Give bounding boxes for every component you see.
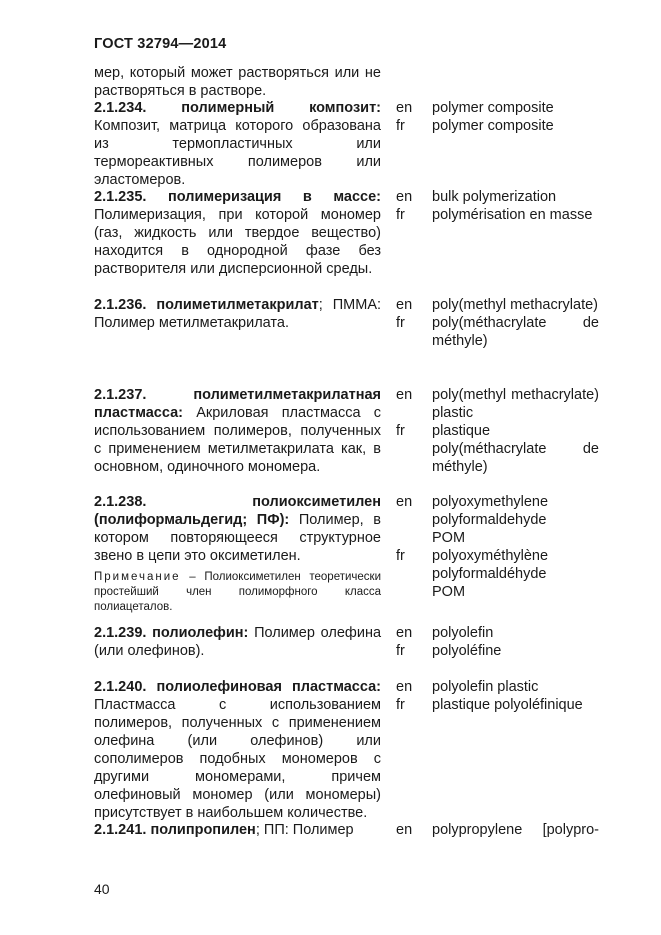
equivalent-term: polypropylene [polypro- [432, 822, 599, 838]
term-note [94, 570, 381, 615]
term-definition: Полимер, в котором повторяющееся структурное звено в цепи это оксиметилен. [94, 512, 381, 564]
lang-code: fr [396, 643, 405, 659]
page-header: ГОСТ 32794—2014 [94, 36, 227, 52]
lang-code: en [396, 189, 413, 205]
equivalent-term: poly(methyl methacrylate) [432, 297, 598, 313]
lang-code: en [396, 822, 413, 838]
intro-text: мер, который может растворяться или не растворяться в растворе. [94, 65, 381, 99]
equivalent-term: poly(méthacrylate de méthyle) [432, 315, 599, 349]
term-number: 2.1.239. [94, 625, 147, 641]
lang-code: fr [396, 423, 405, 439]
equivalent-row [396, 678, 599, 696]
term-number: 2.1.236. [94, 297, 147, 313]
term-definition: Полимер олефина (или олефинов). [94, 625, 382, 659]
term-definition: Полимеризация, при которой мономер (газ, жидкость или твердое вещество) находится в однородной фазе без растворителя или дисперсионной среды. [94, 207, 381, 277]
equivalent-term: polyoxymethylene [432, 494, 549, 510]
lang-code: fr [396, 548, 405, 564]
term-number: 2.1.234. [94, 100, 147, 116]
equivalent-row [396, 422, 599, 476]
term-entry [94, 296, 381, 332]
equivalent-term: polyolefin plastic [432, 679, 539, 695]
equivalent-row [396, 188, 599, 206]
lang-code: fr [396, 697, 405, 713]
term-name: полиоксиметилен (полиформальдегид; ПФ): [94, 494, 381, 528]
equivalent-row [396, 314, 599, 350]
equivalent-term: polyoxyméthylène [432, 548, 549, 564]
equivalents [396, 821, 599, 839]
term-number: 2.1.240. [94, 679, 147, 695]
equivalent-term: polymer composite [432, 100, 554, 116]
equivalent-row [396, 117, 599, 135]
term-name: полипропилен [150, 822, 256, 838]
lang-code: en [396, 625, 413, 641]
equivalents [396, 624, 599, 660]
page-number: 40 [94, 881, 110, 897]
term-definition: Пластмасса с использованием полимеров, полученных с применением олефина (или олефинов) или сополимеров подобных мономеров с другими мономерами, причем олефиновый мономер (или мономеры) присутствует в наибольшем количестве. [94, 697, 381, 821]
term-entry [94, 624, 381, 660]
equivalent-term: POM [432, 584, 466, 600]
equivalent-row [396, 642, 599, 660]
equivalent-term: plastique polyoléfinique [432, 697, 583, 713]
lang-code: fr [396, 118, 405, 134]
equivalent-row [396, 99, 599, 117]
term-name: полиолефиновая пластмасса: [156, 679, 381, 695]
term-number: 2.1.235. [94, 189, 147, 205]
lang-code: en [396, 387, 413, 403]
lang-code: en [396, 494, 413, 510]
lang-code: fr [396, 315, 405, 331]
term-entry [94, 678, 381, 822]
term-definition: ПП: Полимер [263, 822, 354, 838]
note-label: Примечание [94, 571, 181, 583]
equivalent-row [396, 547, 599, 601]
equivalent-term: plastique poly(méthacrylate de méthyle) [432, 423, 599, 475]
term-entry [94, 386, 381, 476]
equivalent-row [396, 386, 599, 422]
lang-code: en [396, 297, 413, 313]
equivalents [396, 296, 599, 350]
term-number: 2.1.238. [94, 494, 147, 510]
equivalent-row [396, 624, 599, 642]
term-separator: ; [255, 822, 260, 838]
term-entry [94, 821, 381, 839]
equivalents [396, 386, 599, 476]
term-definition: Акриловая пластмасса с использованием полимеров, полученных с применением метилметакрилата как, в основном, одиночного мономера. [94, 405, 381, 475]
equivalent-term: poly(methyl methacrylate) plastic [432, 387, 599, 421]
equivalent-term: polyolefin [432, 625, 494, 641]
equivalent-row [396, 696, 599, 714]
equivalents [396, 678, 599, 714]
term-entry [94, 188, 381, 278]
equivalent-row [396, 296, 599, 314]
lang-code: fr [396, 207, 405, 223]
term-name: полимеризация в массе: [168, 189, 381, 205]
equivalent-term: polyformaldéhyde [432, 566, 547, 582]
equivalent-term: polyformaldehyde [432, 512, 547, 528]
equivalent-term: bulk polymerization [432, 189, 557, 205]
equivalent-term: polymérisation en masse [432, 207, 593, 223]
term-definition: Композит, матрица которого образована из термопластичных или термореактивных полимеров или эластомеров. [94, 118, 381, 188]
lang-code: en [396, 679, 413, 695]
term-number: 2.1.241. [94, 822, 147, 838]
term-entry [94, 99, 381, 189]
equivalent-term: polyoléfine [432, 643, 502, 659]
equivalent-row [396, 206, 599, 224]
equivalents [396, 188, 599, 224]
term-definition: ПММА: Полимер метилметакрилата. [94, 297, 382, 331]
equivalent-term: POM [432, 530, 466, 546]
equivalent-row [396, 821, 599, 839]
equivalents [396, 493, 599, 601]
term-number: 2.1.237. [94, 387, 147, 403]
term-name: полиметилметакрилат [156, 297, 319, 313]
term-separator: ; [318, 297, 323, 313]
term-entry [94, 493, 381, 615]
term-name: полимерный композит: [181, 100, 381, 116]
term-name: полиметилметакрилатная пластмасса: [94, 387, 381, 421]
equivalent-term: polymer composite [432, 118, 554, 134]
lang-code: en [396, 100, 413, 116]
equivalent-row [396, 493, 599, 547]
equivalents [396, 99, 599, 135]
term-name: полиолефин: [152, 625, 249, 641]
note-text: – Полиоксиметилен теоретически простейший член полиморфного класса полиацеталов. [94, 571, 381, 613]
